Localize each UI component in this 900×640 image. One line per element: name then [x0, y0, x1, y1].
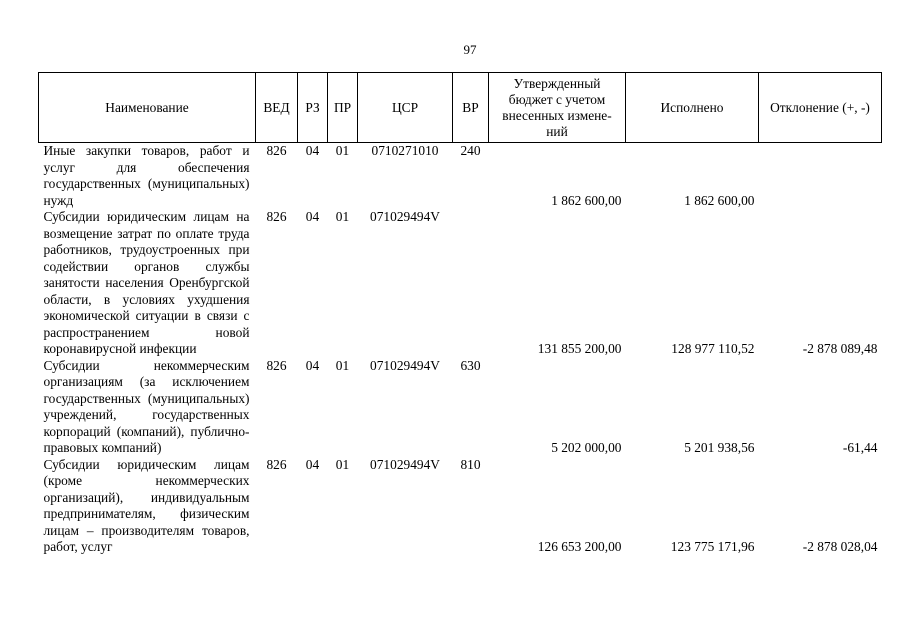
row-approved: 126 653 200,00: [537, 539, 622, 554]
row-name: Субсидии некоммерческим организациям (за исключением государственных (муниципальных) учреждений, государственных корпораций (компаний), публично-правовых компаний): [43, 357, 250, 455]
table-row: [39, 143, 882, 210]
row-ved: 826: [266, 357, 287, 373]
budget-execution-table: [38, 72, 882, 556]
row-pr: 01: [335, 357, 350, 373]
table-row: [39, 209, 882, 358]
row-vr: 630: [460, 357, 481, 373]
row-csr: 071029494V: [370, 209, 440, 224]
row-vr: 810: [460, 456, 481, 472]
row-deviation: -2 878 028,04: [802, 539, 878, 554]
row-pr: 01: [335, 456, 350, 472]
table-row: [39, 358, 882, 457]
row-name: Иные закупки товаров, работ и услуг для обеспечения государственных (муниципальных) нужд: [43, 143, 250, 208]
row-approved: 5 202 000,00: [551, 440, 622, 455]
row-executed: 128 977 110,52: [671, 341, 755, 356]
row-deviation: -61,44: [842, 440, 878, 455]
row-approved: 131 855 200,00: [537, 341, 622, 356]
row-vr: 240: [460, 143, 481, 158]
page-number: 97: [463, 42, 477, 57]
row-rz: 04: [305, 357, 320, 373]
row-name: Субсидии юридическим лицам (кроме некоммерческих организаций), индивидуальным предпринимателям, физическим лицам – производителям товаров, работ, услуг: [43, 456, 250, 554]
row-csr: 0710271010: [371, 143, 439, 158]
header-csr: ЦСР: [358, 73, 453, 143]
row-deviation: [759, 143, 882, 210]
row-csr: 071029494V: [370, 357, 440, 373]
header-vr: ВР: [453, 73, 489, 143]
header-approved-budget: Утвержденный бюджет с учетом внесенных измене-ний: [489, 73, 626, 143]
row-approved: 1 862 600,00: [551, 192, 622, 208]
row-deviation: -2 878 089,48: [802, 341, 878, 356]
row-name: Субсидии юридическим лицам на возмещение затрат по оплате труда работников, трудоустроенных при содействии органов службы занятости населения Оренбургской области, в условиях ухудшения экономической ситуации в связи с распространением новой коронавирусной инфекции: [43, 209, 250, 356]
header-executed: Исполнено: [626, 73, 759, 143]
row-executed: 123 775 171,96: [670, 539, 755, 554]
header-name: Наименование: [39, 73, 256, 143]
row-pr: 01: [335, 209, 350, 224]
table-row: [39, 457, 882, 556]
row-csr: 071029494V: [370, 456, 440, 472]
header-deviation: Отклонение (+, -): [759, 73, 882, 143]
table-header-row: [39, 73, 882, 143]
row-vr: [453, 209, 489, 358]
header-pr: ПР: [328, 73, 358, 143]
row-executed: 1 862 600,00: [684, 192, 755, 208]
header-rz: РЗ: [298, 73, 328, 143]
row-rz: 04: [305, 143, 320, 158]
row-rz: 04: [305, 209, 320, 224]
row-ved: 826: [266, 456, 287, 472]
row-ved: 826: [266, 143, 287, 158]
row-rz: 04: [305, 456, 320, 472]
header-ved: ВЕД: [256, 73, 298, 143]
row-pr: 01: [335, 143, 350, 158]
row-executed: 5 201 938,56: [684, 440, 755, 455]
row-ved: 826: [266, 209, 287, 224]
